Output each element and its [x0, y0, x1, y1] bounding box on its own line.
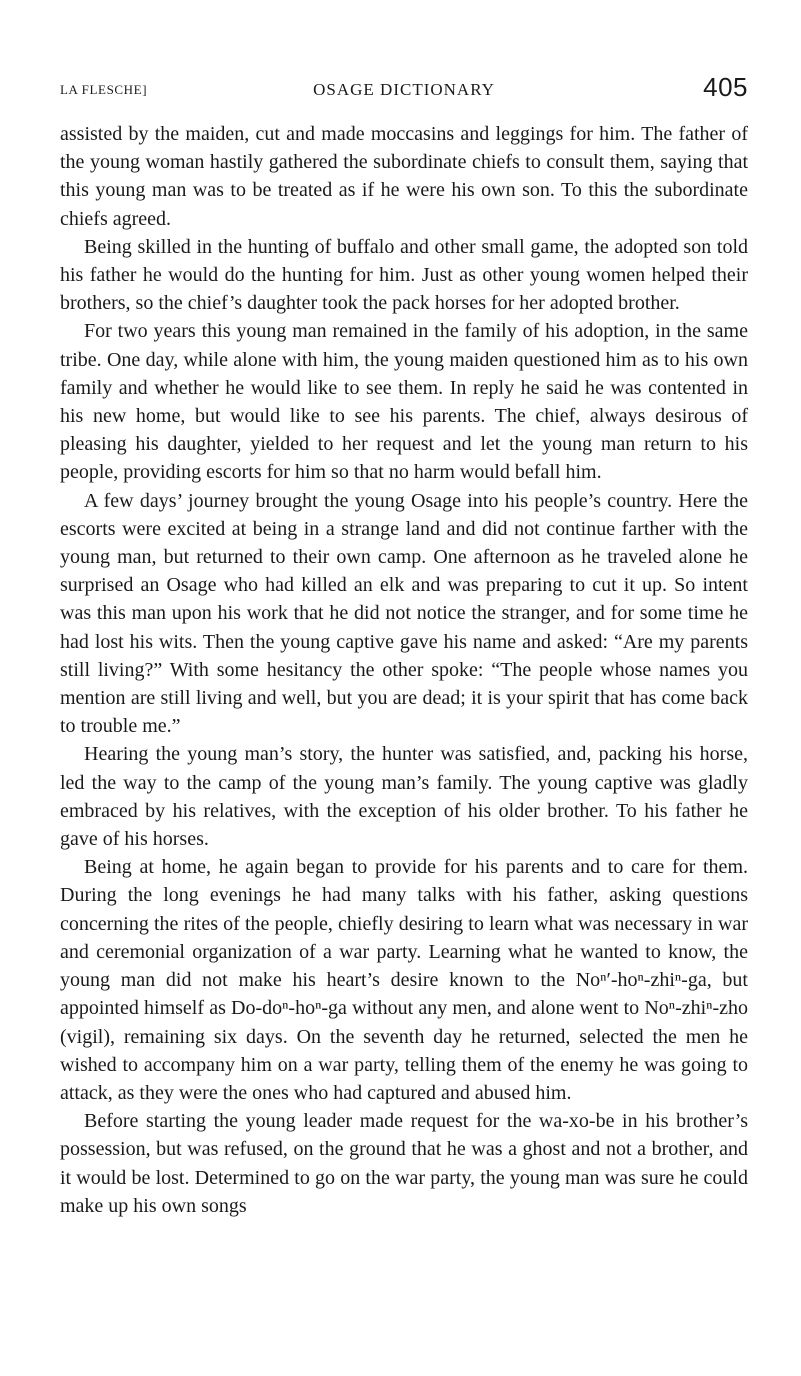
paragraph: Being at home, he again began to provide for his parents and to care for them. During the long evenings he had many talks with his father, asking questions concerning the rites of the people, chiefly desiring to learn what was necessary in war and ceremonial organization of a war party. Learning what he wanted to know, the young man did not make his heart’s desire known to the Noⁿ′-hoⁿ-zhiⁿ-ga, but appointed himself as Do-doⁿ-hoⁿ-ga without any men, and alone went to Noⁿ-zhiⁿ-zho (vigil), remaining six days. On the seventh day he returned, selected the men he wished to accompany him on a war party, telling them of the enemy he was going to attack, as they were the ones who had captured and abused him.: [60, 856, 748, 1104]
paragraph: A few days’ journey brought the young Osage into his people’s country. Here the escorts were excited at being in a strange land and did not continue farther with the young man, but returned to their own camp. One afternoon as he traveled alone he surprised an Osage who had killed an elk and was preparing to cut it up. So intent was this man upon his work that he did not notice the stranger, and for some time he had lost his wits. Then the young captive gave his name and asked: “Are my parents still living?” With some hesitancy the other spoke: “The people whose names you mention are still living and well, but you are dead; it is your spirit that has come back to trouble me.”: [60, 489, 748, 738]
book-title-header: OSAGE DICTIONARY: [313, 80, 495, 99]
running-head: [60, 70, 748, 110]
author-header: LA FLESCHE]: [60, 82, 148, 97]
paragraph: Before starting the young leader made request for the wa-xo-be in his brother’s possession, but was refused, on the ground that he was a ghost and not a brother, and it would be lost. Determined to go on the war party, the young man was sure he could make up his own songs: [60, 1110, 748, 1217]
paragraph: Being skilled in the hunting of buffalo and other small game, the adopted son told his father he would do the hunting for him. Just as other young women helped their brothers, so the chief’s daughter took the pack horses for her adopted brother.: [60, 235, 748, 315]
paragraph: assisted by the maiden, cut and made moccasins and leggings for him. The father of the young woman hastily gathered the subordinate chiefs to consult them, saying that this young man was to be treated as if he were his own son. To this the subordinate chiefs agreed.: [60, 123, 748, 230]
paragraph: For two years this young man remained in the family of his adoption, in the same tribe. One day, while alone with him, the young maiden questioned him as to his own family and whether he would like to see them. In reply he said he was contented in his new home, but would like to see his parents. The chief, always desirous of pleasing his daughter, yielded to her request and let the young man return to his people, providing escorts for him so that no harm would befall him.: [60, 320, 748, 484]
body-text: [60, 120, 748, 1220]
page: [60, 70, 748, 1220]
paragraph: Hearing the young man’s story, the hunter was satisfied, and, packing his horse, led the way to the camp of the young man’s family. The young captive was gladly embraced by his relatives, with the exception of his older brother. To his father he gave of his horses.: [60, 743, 748, 851]
page-number: 405: [703, 72, 748, 102]
